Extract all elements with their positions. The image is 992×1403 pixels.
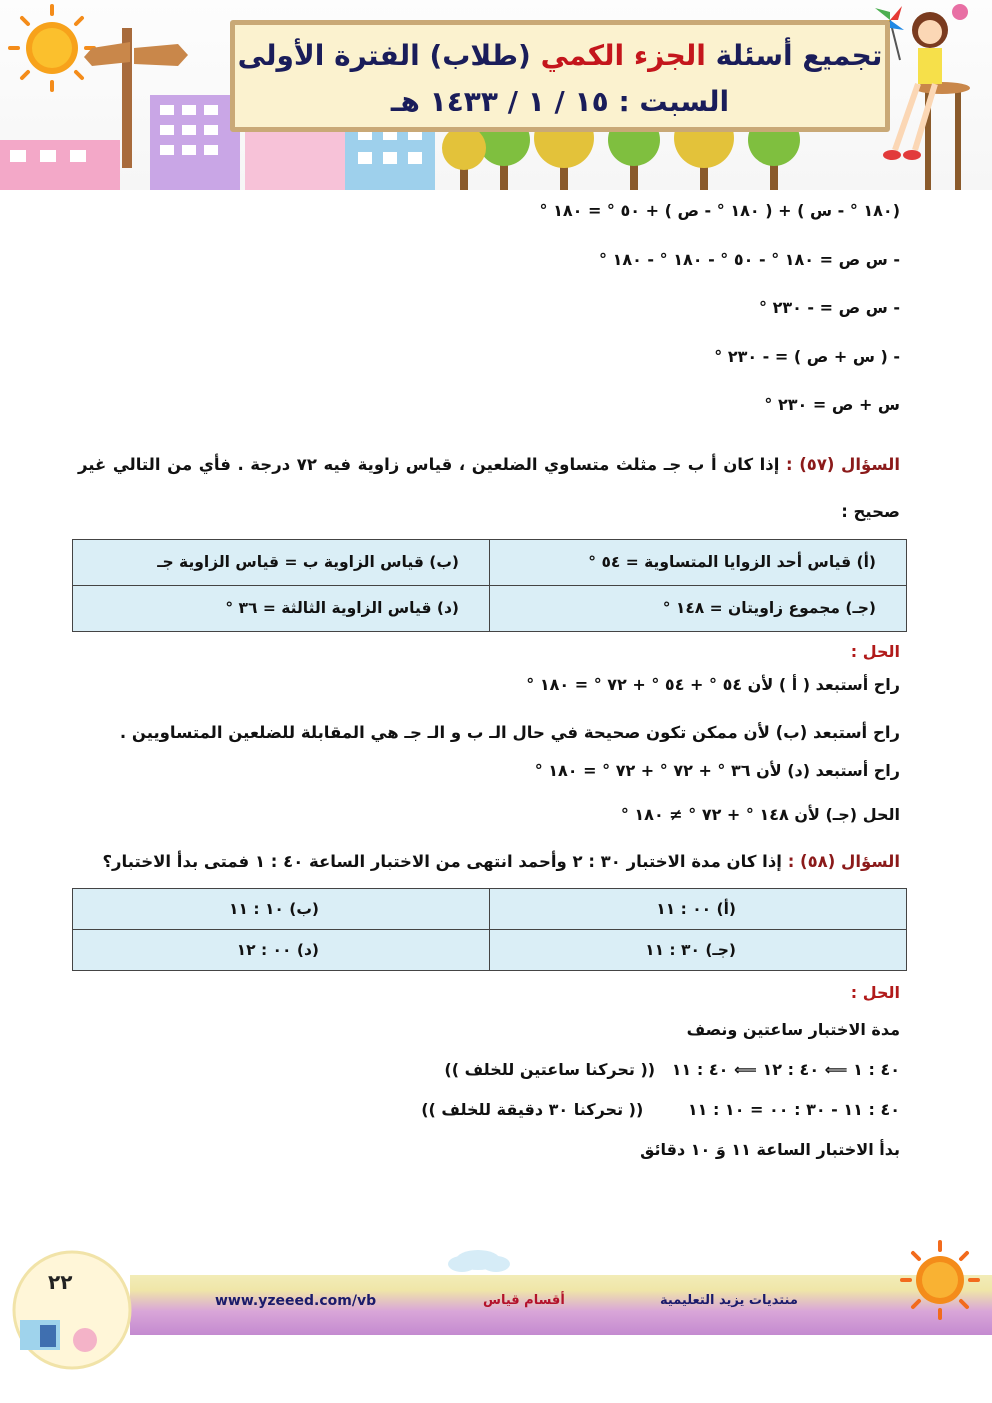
header-banner [0, 0, 992, 190]
date-line: السبت : ١٥ / ١ / ١٤٣٣ هـ [390, 85, 730, 118]
solution-line: مدة الاختبار ساعتين ونصف [686, 1019, 900, 1039]
question-text: إذا كان مدة الاختبار ٣٠ : ٢ وأحمد انتهى من الاختبار الساعة ٤٠ : ١ فمتى بدأ الاختبار؟ [102, 851, 782, 871]
forum-name: منتديات يزيد التعليمية [660, 1293, 798, 1308]
question-58 [78, 840, 900, 884]
equation-line: - س ص = - ٢٣٠ ° [758, 298, 900, 317]
solution-line: راح أستبعد (ب) لأن ممكن تكون صحيحة في حال الـ ب و الـ جـ هي المقابلة للضلعين المتساويين . [119, 722, 900, 742]
options-table-58 [72, 888, 907, 971]
option-c: (جـ) ٣٠ : ١١ [490, 929, 907, 970]
solution-line: راح أستبعد (د) لأن ٣٦ ° + ٧٢ ° + ٧٢ ° = ١٨٠ ° [534, 760, 900, 780]
page-title [235, 39, 885, 72]
solution-label: الحل : [850, 982, 900, 1002]
sun-icon [902, 1242, 978, 1318]
options-table-57 [72, 539, 907, 632]
website-link[interactable]: www.yzeeed.com/vb [215, 1293, 377, 1309]
solution-line: ٤٠ : ١١ - ٣٠ : ٠٠ = ١٠ : ١١ (( تحركنا ٣٠ دقيقة للخلف )) [421, 1099, 900, 1119]
equation-line: - ( س + ص ) = - ٢٣٠ ° [714, 346, 900, 366]
option-b: (ب) ١٠ : ١١ [73, 888, 490, 929]
title-part2: (طلاب) الفترة الأولى [237, 39, 531, 72]
title-part1: تجميع أسئلة [715, 39, 883, 72]
sun-icon [10, 6, 94, 90]
solution-label: الحل : [850, 641, 900, 661]
solution-line: ٤٠ : ١ ⟸ ٤٠ : ١٢ ⟸ ٤٠ : ١١ (( تحركنا ساعتين للخلف )) [444, 1059, 900, 1079]
girl-icon [883, 4, 970, 190]
option-c: (جـ) مجموع زاويتان = ١٤٨ ° [490, 585, 907, 631]
section-label: أقسام قياس [483, 1293, 565, 1308]
equation-line: (١٨٠ ° - س ) + ( ١٨٠ ° - ص ) + ٥٠ ° = ١٨٠ ° [539, 201, 900, 220]
option-a: (أ) قياس أحد الزوايا المتساوية = ٥٤ ° [490, 539, 907, 585]
option-d: (د) قياس الزاوية الثالثة = ٣٦ ° [73, 585, 490, 631]
option-d: (د) ٠٠ : ١٢ [73, 929, 490, 970]
question-label: السؤال (٥٧) : [786, 454, 901, 474]
cloud-icon [448, 1250, 510, 1272]
question-text: إذا كان أ ب جـ مثلث متساوي الضلعين ، قياس زاوية فيه ٧٢ درجة . فأي من التالي غير صحيح : [78, 454, 900, 521]
title-board [230, 20, 890, 132]
equation-line: - س ص = ١٨٠ ° - ٥٠ ° - ١٨٠ ° - ١٨٠ ° [598, 249, 900, 269]
solution-line: راح أستبعد ( أ ) لأن ٥٤ ° + ٥٤ ° + ٧٢ ° = ١٨٠ ° [526, 674, 900, 694]
title-accent: الجزء الكمي [540, 39, 706, 72]
footer-illustration [0, 1230, 992, 1403]
equation-line: س + ص = ٢٣٠ ° [764, 395, 900, 414]
page-number: ٢٢ [48, 1270, 73, 1294]
document-body [78, 196, 900, 1179]
option-a: (أ) ٠٠ : ١١ [490, 888, 907, 929]
solution-line: بدأ الاختبار الساعة ١١ وَ ١٠ دقائق [640, 1139, 900, 1159]
footer [0, 1230, 992, 1403]
question-label: السؤال (٥٨) : [787, 851, 900, 871]
question-57 [78, 441, 900, 535]
solution-line: الحل (جـ) لأن ١٤٨ ° + ٧٢ ° ≠ ١٨٠ ° [620, 804, 900, 824]
option-b: (ب) قياس الزاوية ب = قياس الزاوية جـ [73, 539, 490, 585]
